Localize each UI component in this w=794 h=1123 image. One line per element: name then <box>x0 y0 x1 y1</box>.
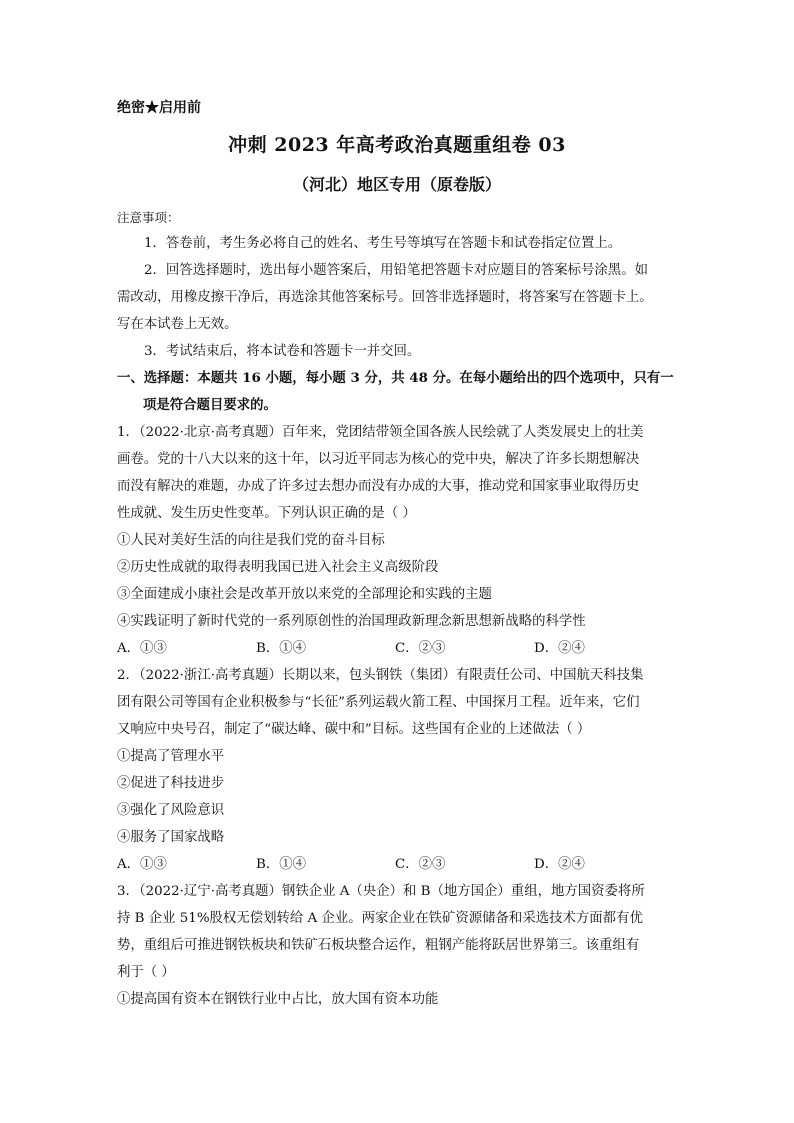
exam-content <box>117 205 687 1013</box>
statement-item: ①人民对美好生活的向往是我们党的奋斗目标 <box>117 533 385 548</box>
question-stem-line: 2．（2022·浙江·高考真题）长期以来，包头钢铁（集团）有限责任公司、中国航天科技集 <box>117 668 644 683</box>
question-stem-line: 画卷。党的十八大以来的这十年，以习近平同志为核心的党中央，解决了许多长期想解决 <box>117 452 640 467</box>
question-stem-line: 3．（2022·辽宁·高考真题）钢铁企业 A（央企）和 B（地方国企）重组，地方国资委将所 <box>117 884 645 899</box>
option-b: B．①④ <box>256 857 307 872</box>
section-heading: 一、选择题：本题共 16 小题，每小题 3 分，共 48 分。在每小题给出的四个选项中，只有一 <box>117 370 674 386</box>
question-stem-line: 团有限公司等国有企业积极参与“长征”系列运载火箭工程、中国探月工程。近年来，它们 <box>117 695 640 710</box>
statement-item: ②历史性成就的取得表明我国已进入社会主义高级阶段 <box>117 560 439 575</box>
question-1 <box>117 419 687 662</box>
question-stem-line: 持 B 企业 51%股权无偿划转给 A 企业。两家企业在铁矿资源储备和采选技术方面都有优 <box>117 911 643 926</box>
question-3 <box>117 878 687 1013</box>
option-d: D．②④ <box>534 641 585 656</box>
option-c: C．②③ <box>395 857 446 872</box>
answer-options <box>117 851 687 878</box>
question-stem-line: 而没有解决的难题，办成了许多过去想办而没有办成的大事，推动党和国家事业取得历史 <box>117 479 640 494</box>
statement-item: ②促进了科技进步 <box>117 776 225 791</box>
section-heading-cont: 项是符合题目要求的。 <box>143 397 277 413</box>
statement-item: ④服务了国家战略 <box>117 830 225 845</box>
option-d: D．②④ <box>534 857 585 872</box>
statement-item: ④实践证明了新时代党的一系列原创性的治国理政新理念新思想新战略的科学性 <box>117 614 586 629</box>
notice-line: 3．考试结束后，将本试卷和答题卡一并交回。 <box>144 344 421 359</box>
question-stem-line: 又响应中央号召，制定了“碳达峰、碳中和”目标。这些国有企业的上述做法（ ） <box>117 722 591 737</box>
notice-heading: 注意事项： <box>117 210 180 225</box>
option-a: A．①③ <box>117 857 167 872</box>
notice-line: 需改动，用橡皮擦干净后，再选涂其他答案标号。回答非选择题时，将答案写在答题卡上。 <box>117 290 653 305</box>
notice-line: 1．答卷前，考生务必将自己的姓名、考生号等填写在答题卡和试卷指定位置上。 <box>144 236 622 251</box>
question-stem-line: 利于（ ） <box>117 965 175 980</box>
statement-item: ①提高国有资本在钢铁行业中占比，放大国有资本功能 <box>117 992 439 1007</box>
statement-item: ③全面建成小康社会是改革开放以来党的全部理论和实践的主题 <box>117 587 492 602</box>
option-b: B．①④ <box>256 641 307 656</box>
secret-mark: 绝密★启用前 <box>117 100 201 116</box>
notice-line: 写在本试卷上无效。 <box>117 317 238 332</box>
question-stem-line: 性成就、发生历史性变革。下列认识正确的是（ ） <box>117 506 416 521</box>
statement-item: ③强化了风险意识 <box>117 803 225 818</box>
question-2 <box>117 662 687 878</box>
question-stem-line: 1．（2022·北京·高考真题）百年来，党团结带领全国各族人民绘就了人类发展史上的壮美 <box>117 425 644 440</box>
page-subtitle: （河北）地区专用（原卷版） <box>292 175 501 194</box>
answer-options <box>117 635 687 662</box>
notice-line: 2．回答选择题时，选出每小题答案后，用铅笔把答题卡对应题目的答案标号涂黑。如 <box>144 263 648 278</box>
option-c: C．②③ <box>395 641 446 656</box>
question-stem-line: 势，重组后可推进钢铁板块和铁矿石板块整合运作，粗钢产能将跃居世界第三。该重组有 <box>117 938 640 953</box>
statement-item: ①提高了管理水平 <box>117 749 225 764</box>
option-a: A．①③ <box>117 641 167 656</box>
page-title: 冲刺 2023 年高考政治真题重组卷 03 <box>228 134 566 156</box>
